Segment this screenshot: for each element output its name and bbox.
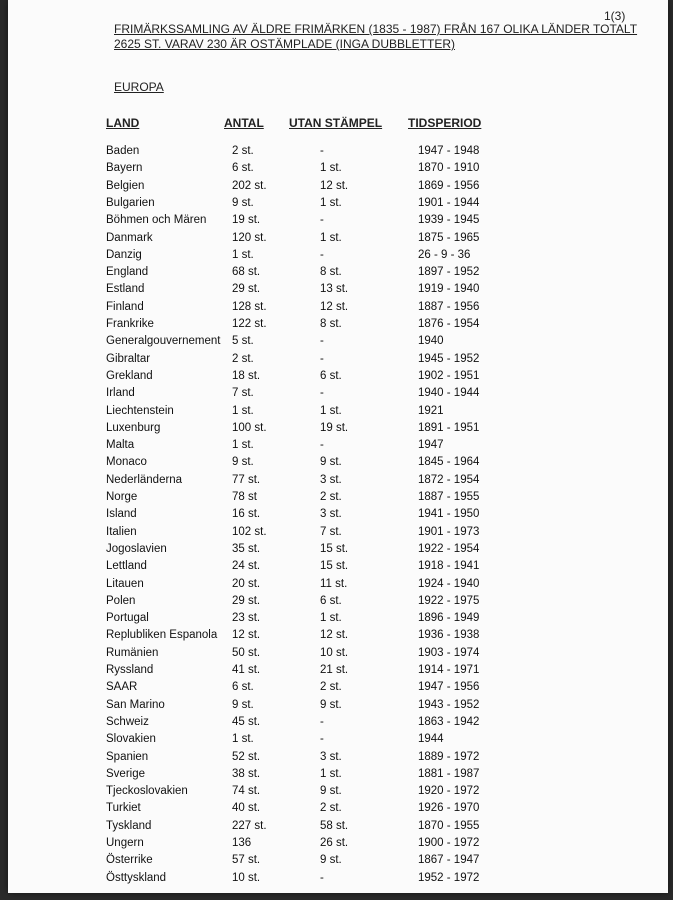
page-number: 1(3) [604, 9, 626, 23]
unstamped-cell: - [320, 214, 324, 227]
count-cell: 12 st. [232, 629, 261, 642]
table-row [8, 681, 668, 697]
period-cell: 1922 - 1954 [418, 542, 480, 555]
table-row [8, 733, 668, 749]
period-cell: 1889 - 1972 [418, 750, 480, 763]
country-cell: Monaco [106, 456, 147, 469]
count-cell: 29 st. [232, 283, 261, 296]
count-cell: 6 st. [232, 681, 254, 694]
table-row [8, 751, 668, 767]
period-cell: 1941 - 1950 [418, 508, 480, 521]
table-row [8, 145, 668, 161]
table-row [8, 802, 668, 818]
country-cell: Östtyskland [106, 871, 167, 884]
country-cell: Danmark [106, 231, 153, 244]
count-cell: 20 st. [232, 577, 261, 590]
period-cell: 1936 - 1938 [418, 629, 480, 642]
document-page [8, 0, 668, 893]
unstamped-cell: 12 st. [320, 300, 349, 313]
title-line-2: 2625 ST. VARAV 230 ÄR OSTÄMPLADE (INGA DUBBLETTER) [114, 37, 455, 51]
table-row [8, 439, 668, 455]
period-cell: 1896 - 1949 [418, 612, 480, 625]
country-cell: Bayern [106, 162, 143, 175]
table-row [8, 283, 668, 299]
table-row [8, 716, 668, 732]
table-row [8, 197, 668, 213]
header-tidsperiod: TIDSPERIOD [408, 116, 482, 130]
table-row [8, 526, 668, 542]
period-cell: 1881 - 1987 [418, 767, 480, 780]
table-row [8, 768, 668, 784]
country-cell: Belgien [106, 179, 145, 192]
table-row [8, 837, 668, 853]
title-line-1: FRIMÄRKSSAMLING AV ÄLDRE FRIMÄRKEN (1835 - 1987) FRÅN 167 OLIKA LÄNDER TOTALT [114, 22, 638, 36]
country-cell: Tyskland [106, 819, 152, 832]
period-cell: 1945 - 1952 [418, 352, 480, 365]
table-row [8, 370, 668, 386]
count-cell: 202 st. [232, 179, 267, 192]
count-cell: 9 st. [232, 698, 254, 711]
table-row [8, 474, 668, 490]
unstamped-cell: 12 st. [320, 179, 349, 192]
unstamped-cell: - [320, 387, 324, 400]
country-cell: Frankrike [106, 318, 154, 330]
count-cell: 52 st. [232, 750, 261, 763]
period-cell: 1876 - 1954 [418, 318, 480, 330]
country-cell: Polen [106, 594, 136, 607]
country-cell: Rumänien [106, 646, 159, 659]
table-row [8, 318, 668, 334]
country-cell: Litauen [106, 577, 144, 590]
period-cell: 1940 - 1944 [418, 387, 480, 400]
unstamped-cell: 11 st. [320, 577, 348, 590]
country-cell: Baden [106, 145, 140, 157]
count-cell: 7 st. [232, 387, 254, 400]
period-cell: 1870 - 1955 [418, 819, 480, 832]
country-cell: Italien [106, 525, 137, 538]
table-row [8, 664, 668, 680]
period-cell: 1921 [418, 404, 444, 417]
count-cell: 18 st. [232, 369, 261, 382]
country-cell: Sverige [106, 767, 145, 780]
table-row [8, 335, 668, 351]
table-row [8, 595, 668, 611]
country-cell: England [106, 266, 149, 279]
table-row [8, 491, 668, 507]
country-cell: Portugal [106, 612, 149, 625]
count-cell: 45 st. [232, 715, 261, 728]
unstamped-cell: 19 st. [320, 421, 349, 434]
period-cell: 1900 - 1972 [418, 837, 480, 849]
count-cell: 23 st. [232, 612, 261, 625]
count-cell: 1 st. [232, 733, 254, 746]
unstamped-cell: 13 st. [320, 283, 349, 296]
country-cell: Jogoslavien [106, 542, 167, 555]
count-cell: 29 st. [232, 594, 261, 607]
unstamped-cell: 2 st. [320, 802, 342, 815]
table-row [8, 232, 668, 248]
table-row [8, 820, 668, 836]
table-row [8, 647, 668, 663]
period-cell: 1887 - 1955 [418, 491, 480, 503]
period-cell: 1867 - 1947 [418, 854, 480, 867]
country-cell: Nederländerna [106, 473, 183, 486]
period-cell: 1947 - 1956 [418, 681, 480, 694]
unstamped-cell: 7 st. [320, 525, 342, 538]
country-cell: Estland [106, 283, 145, 296]
count-cell: 1 st. [232, 248, 254, 261]
header-utan-stampel: UTAN STÄMPEL [289, 116, 383, 130]
period-cell: 1872 - 1954 [418, 473, 480, 486]
table-row [8, 854, 668, 870]
count-cell: 38 st. [232, 767, 261, 780]
unstamped-cell: 9 st. [320, 854, 342, 867]
document-title [114, 22, 637, 52]
country-cell: Replubliken Espanola [106, 629, 218, 642]
period-cell: 1901 - 1973 [418, 525, 480, 538]
count-cell: 1 st. [232, 404, 254, 417]
table-row [8, 872, 668, 888]
count-cell: 68 st. [232, 266, 261, 279]
country-cell: Slovakien [106, 733, 156, 746]
table-row [8, 214, 668, 230]
count-cell: 2 st. [232, 145, 254, 157]
country-cell: Malta [106, 439, 135, 452]
period-cell: 1863 - 1942 [418, 715, 480, 728]
period-cell: 1947 - 1948 [418, 145, 480, 157]
unstamped-cell: 58 st. [320, 819, 349, 832]
period-cell: 1875 - 1965 [418, 231, 480, 244]
period-cell: 1952 - 1972 [418, 871, 480, 884]
count-cell: 78 st [232, 491, 257, 503]
unstamped-cell: 15 st. [320, 542, 349, 555]
table-row [8, 422, 668, 438]
count-cell: 6 st. [232, 162, 254, 175]
count-cell: 9 st. [232, 456, 254, 469]
unstamped-cell: 8 st. [320, 266, 342, 279]
unstamped-cell: - [320, 352, 324, 365]
header-land: LAND [106, 116, 140, 130]
unstamped-cell: - [320, 871, 324, 884]
country-cell: Turkiet [106, 802, 141, 815]
table-row [8, 612, 668, 628]
period-cell: 1887 - 1956 [418, 300, 480, 313]
unstamped-cell: 8 st. [320, 318, 342, 330]
unstamped-cell: 10 st. [320, 646, 349, 659]
table-row [8, 162, 668, 178]
unstamped-cell: 6 st. [320, 594, 342, 607]
country-cell: Schweiz [106, 715, 149, 728]
country-cell: Ungern [106, 837, 144, 849]
country-cell: Tjeckoslovakien [106, 785, 188, 798]
unstamped-cell: - [320, 733, 324, 746]
count-cell: 128 st. [232, 300, 267, 313]
count-cell: 9 st. [232, 196, 254, 209]
period-cell: 1903 - 1974 [418, 646, 480, 659]
unstamped-cell: 9 st. [320, 785, 342, 798]
period-cell: 1901 - 1944 [418, 196, 480, 209]
count-cell: 24 st. [232, 560, 261, 573]
count-cell: 10 st. [232, 871, 261, 884]
count-cell: 100 st. [232, 421, 267, 434]
country-cell: Norge [106, 491, 138, 503]
section-heading: EUROPA [114, 80, 164, 94]
count-cell: 136 [232, 837, 252, 849]
country-cell: Böhmen och Mären [106, 214, 207, 227]
count-cell: 77 st. [232, 473, 261, 486]
period-cell: 1943 - 1952 [418, 698, 480, 711]
period-cell: 1919 - 1940 [418, 283, 480, 296]
period-cell: 1939 - 1945 [418, 214, 480, 227]
unstamped-cell: - [320, 439, 324, 452]
unstamped-cell: - [320, 715, 324, 728]
table-row [8, 180, 668, 196]
count-cell: 227 st. [232, 819, 267, 832]
country-cell: Finland [106, 300, 144, 313]
period-cell: 1944 [418, 733, 444, 746]
table-row [8, 405, 668, 421]
period-cell: 1891 - 1951 [418, 421, 480, 434]
country-cell: Gibraltar [106, 352, 151, 365]
unstamped-cell: - [320, 248, 324, 261]
period-cell: 1947 [418, 439, 444, 452]
table-row [8, 387, 668, 403]
period-cell: 1926 - 1970 [418, 802, 480, 815]
table-row [8, 629, 668, 645]
country-cell: Ryssland [106, 664, 154, 676]
period-cell: 1869 - 1956 [418, 179, 480, 192]
table-row [8, 699, 668, 715]
unstamped-cell: 2 st. [320, 681, 342, 694]
table-row [8, 266, 668, 282]
count-cell: 41 st. [232, 664, 261, 676]
country-cell: Irland [106, 387, 135, 400]
table-row [8, 249, 668, 265]
country-cell: Österrike [106, 854, 153, 867]
country-cell: San Marino [106, 698, 165, 711]
count-cell: 120 st. [232, 231, 267, 244]
count-cell: 35 st. [232, 542, 261, 555]
header-antal: ANTAL [224, 116, 264, 130]
period-cell: 1940 [418, 335, 444, 348]
count-cell: 122 st. [232, 318, 267, 330]
unstamped-cell: 21 st. [320, 664, 349, 676]
country-cell: Bulgarien [106, 196, 155, 209]
table-row [8, 785, 668, 801]
count-cell: 1 st. [232, 439, 254, 452]
count-cell: 74 st. [232, 785, 261, 798]
period-cell: 1918 - 1941 [418, 560, 480, 573]
period-cell: 26 - 9 - 36 [418, 248, 471, 261]
unstamped-cell: 3 st. [320, 508, 342, 521]
country-cell: Spanien [106, 750, 149, 763]
country-cell: Island [106, 508, 137, 521]
count-cell: 57 st. [232, 854, 261, 867]
unstamped-cell: - [320, 335, 324, 348]
unstamped-cell: 3 st. [320, 473, 342, 486]
unstamped-cell: 15 st. [320, 560, 349, 573]
table-row [8, 456, 668, 472]
table-row [8, 560, 668, 576]
unstamped-cell: 1 st. [320, 404, 342, 417]
count-cell: 16 st. [232, 508, 261, 521]
country-cell: Grekland [106, 369, 153, 382]
unstamped-cell: 1 st. [320, 767, 342, 780]
unstamped-cell: 3 st. [320, 750, 342, 763]
unstamped-cell: 2 st. [320, 491, 342, 503]
unstamped-cell: 6 st. [320, 369, 342, 382]
unstamped-cell: 1 st. [320, 162, 342, 175]
unstamped-cell: 1 st. [320, 196, 342, 209]
count-cell: 50 st. [232, 646, 261, 659]
period-cell: 1902 - 1951 [418, 369, 480, 382]
unstamped-cell: 12 st. [320, 629, 349, 642]
count-cell: 5 st. [232, 335, 254, 348]
period-cell: 1924 - 1940 [418, 577, 480, 590]
unstamped-cell: 9 st. [320, 698, 342, 711]
country-cell: Danzig [106, 248, 142, 261]
table-row [8, 578, 668, 594]
unstamped-cell: 1 st. [320, 231, 342, 244]
country-cell: Lettland [106, 560, 147, 573]
count-cell: 40 st. [232, 802, 261, 815]
country-cell: Luxenburg [106, 421, 161, 434]
country-cell: Generalgouvernement [106, 335, 221, 348]
count-cell: 19 st. [232, 214, 261, 227]
table-row [8, 543, 668, 559]
table-row [8, 508, 668, 524]
country-cell: Liechtenstein [106, 404, 174, 417]
table-row [8, 353, 668, 369]
table-row [8, 301, 668, 317]
period-cell: 1845 - 1964 [418, 456, 480, 469]
period-cell: 1870 - 1910 [418, 162, 480, 175]
country-cell: SAAR [106, 681, 138, 694]
unstamped-cell: - [320, 145, 324, 157]
period-cell: 1920 - 1972 [418, 785, 480, 798]
unstamped-cell: 26 st. [320, 837, 349, 849]
count-cell: 102 st. [232, 525, 267, 538]
unstamped-cell: 1 st. [320, 612, 342, 625]
period-cell: 1922 - 1975 [418, 594, 480, 607]
period-cell: 1897 - 1952 [418, 266, 480, 279]
count-cell: 2 st. [232, 352, 254, 365]
unstamped-cell: 9 st. [320, 456, 342, 469]
period-cell: 1914 - 1971 [418, 664, 480, 676]
